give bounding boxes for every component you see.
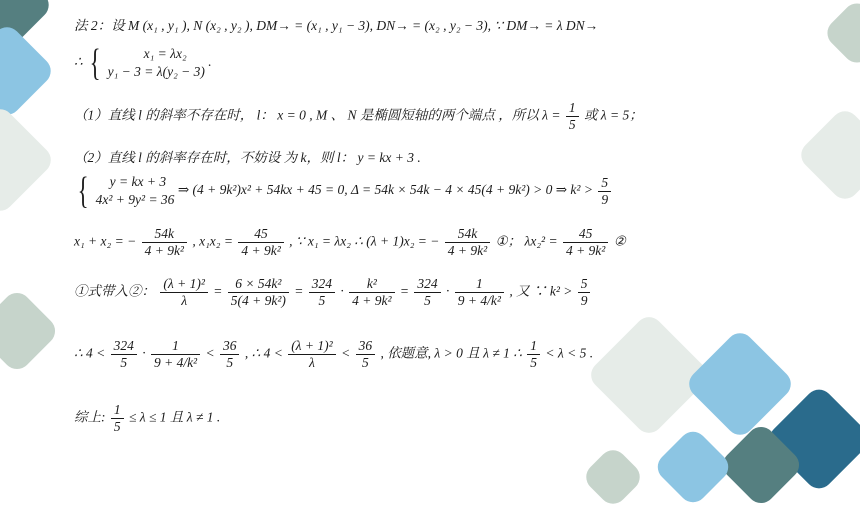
equals-sign: =: [294, 283, 304, 299]
frac-6: $\frac{1}{5}$: [527, 338, 540, 371]
decor-diamond-right-pale: [796, 106, 860, 205]
line-substitution: [74, 276, 592, 309]
frac-3: $\frac{36}{5}$: [220, 338, 240, 371]
system-2-row1: y = kx + 3: [109, 174, 167, 189]
frac-3: $\frac{54k}{\text{4 + 9k²}}$: [445, 226, 490, 259]
ineq-text-b: <: [205, 345, 215, 361]
frac-4: $\frac{\text{(λ + 1)²}}{\lambda}$: [288, 338, 336, 371]
summary-label: 综上:: [74, 409, 106, 425]
sum-text-e: ②: [613, 233, 626, 249]
frac-3: $\frac{324}{5}$: [309, 276, 335, 309]
system-1-row1: x₁ = λx₂: [143, 46, 187, 61]
dot-operator: ·: [446, 283, 450, 299]
frac-6: $\frac{1}{\text{9 + 4/k²}}$: [455, 276, 504, 309]
frac-2: $\frac{45}{\text{4 + 9k²}}$: [238, 226, 283, 259]
case-1: [74, 100, 643, 133]
decor-diamond-left-pale: [0, 103, 57, 216]
case-2: （2）直线 l 的斜率存在时，不妨设 为 k，则 l： y = kx + 3 .: [74, 150, 421, 165]
line-sum-product: [74, 226, 626, 259]
summary-line: [74, 402, 220, 435]
system-1-row2: y₁ − 3 = λ(y₂ − 3): [107, 64, 205, 79]
sum-text-a: x₁ + x₂ = −: [74, 233, 137, 249]
line-inequality: [74, 338, 593, 371]
case-1-text-b: 或 λ = 5；: [583, 107, 643, 123]
frac-7: $\frac{5}{9}$: [578, 276, 591, 309]
method-line: 法 2：设 M (x₁ , y₁ ), N (x₂ , y₂ ), DM→ = (x₁ , y₁ − 3), DN→ = (x₂ , y₂ − 3), ∵ DM→ = λ DN→: [74, 18, 599, 33]
frac-2: $\frac{1}{\text{9 + 4/k²}}$: [151, 338, 200, 371]
system-2-rest: ⇒ (4 + 9k²)x² + 54kx + 45 = 0, Δ = 54k × 54k − 4 × 45(4 + 9k²) > 0 ⇒ k² >: [177, 182, 593, 198]
ineq-text-d: <: [341, 345, 351, 361]
sub-text-a: ①式带入②：: [74, 283, 155, 299]
fraction-one-fifth: $\frac{1}{5}$: [566, 100, 579, 133]
fraction-five-ninths: $\frac{5}{9}$: [598, 175, 611, 208]
fraction-one-fifth: $\frac{1}{5}$: [111, 402, 124, 435]
case-1-text-a: （1）直线 l 的斜率不存在时， l： x = 0 , M 、 N 是椭圆短轴的两个端点 ，所以 λ =: [74, 107, 561, 123]
decor-diamond-left-blue: [0, 22, 56, 121]
system-2: [74, 172, 613, 210]
equals-sign: =: [213, 283, 223, 299]
frac-5: $\frac{36}{5}$: [356, 338, 376, 371]
left-brace: {: [89, 42, 101, 84]
left-brace: {: [77, 170, 89, 212]
system-1: [74, 44, 212, 82]
sub-text-b: , 又 ∵ k² >: [509, 283, 573, 299]
ineq-text-e: , 依题意, λ > 0 且 λ ≠ 1 ∴: [380, 345, 522, 361]
summary-result: ≤ λ ≤ 1 且 λ ≠ 1 .: [129, 409, 221, 425]
therefore-symbol: ∴: [74, 54, 83, 70]
frac-2: $\frac{\text{6 × 54k²}}{\text{5(4 + 9k²)}}$: [228, 276, 289, 309]
system-2-rows: [96, 173, 175, 209]
decor-diamond-right-top: [822, 0, 860, 68]
frac-1: $\frac{324}{5}$: [111, 338, 137, 371]
frac-1: $\frac{54k}{\text{4 + 9k²}}$: [142, 226, 187, 259]
decor-diamond-br-6: [580, 444, 645, 509]
sum-text-c: , ∵ x₁ = λx₂ ∴ (λ + 1)x₂ = −: [289, 233, 440, 249]
frac-4: $\frac{\text{k²}}{\text{4 + 9k²}}$: [349, 276, 394, 309]
frac-5: $\frac{324}{5}$: [414, 276, 440, 309]
sum-text-d: ①； λx₂² =: [495, 233, 558, 249]
ineq-text-a: ∴ 4 <: [74, 345, 106, 361]
equals-sign: =: [399, 283, 410, 299]
ineq-text-c: , ∴ 4 <: [244, 345, 283, 361]
frac-1: $\frac{\text{(λ + 1)²}}{\lambda}$: [160, 276, 208, 309]
decor-diamond-br-5: [652, 426, 734, 508]
ineq-text-f: < λ < 5 .: [545, 345, 594, 361]
system-1-rows: [108, 45, 205, 81]
system-2-row2: 4x² + 9y² = 36: [95, 192, 175, 207]
system-1-end: .: [208, 54, 212, 70]
frac-4: $\frac{45}{\text{4 + 9k²}}$: [563, 226, 608, 259]
dot-operator: ·: [340, 283, 344, 299]
sum-text-b: , x₁x₂ =: [192, 233, 233, 249]
dot-operator: ·: [142, 345, 146, 361]
decor-diamond-left-sage: [0, 287, 61, 375]
